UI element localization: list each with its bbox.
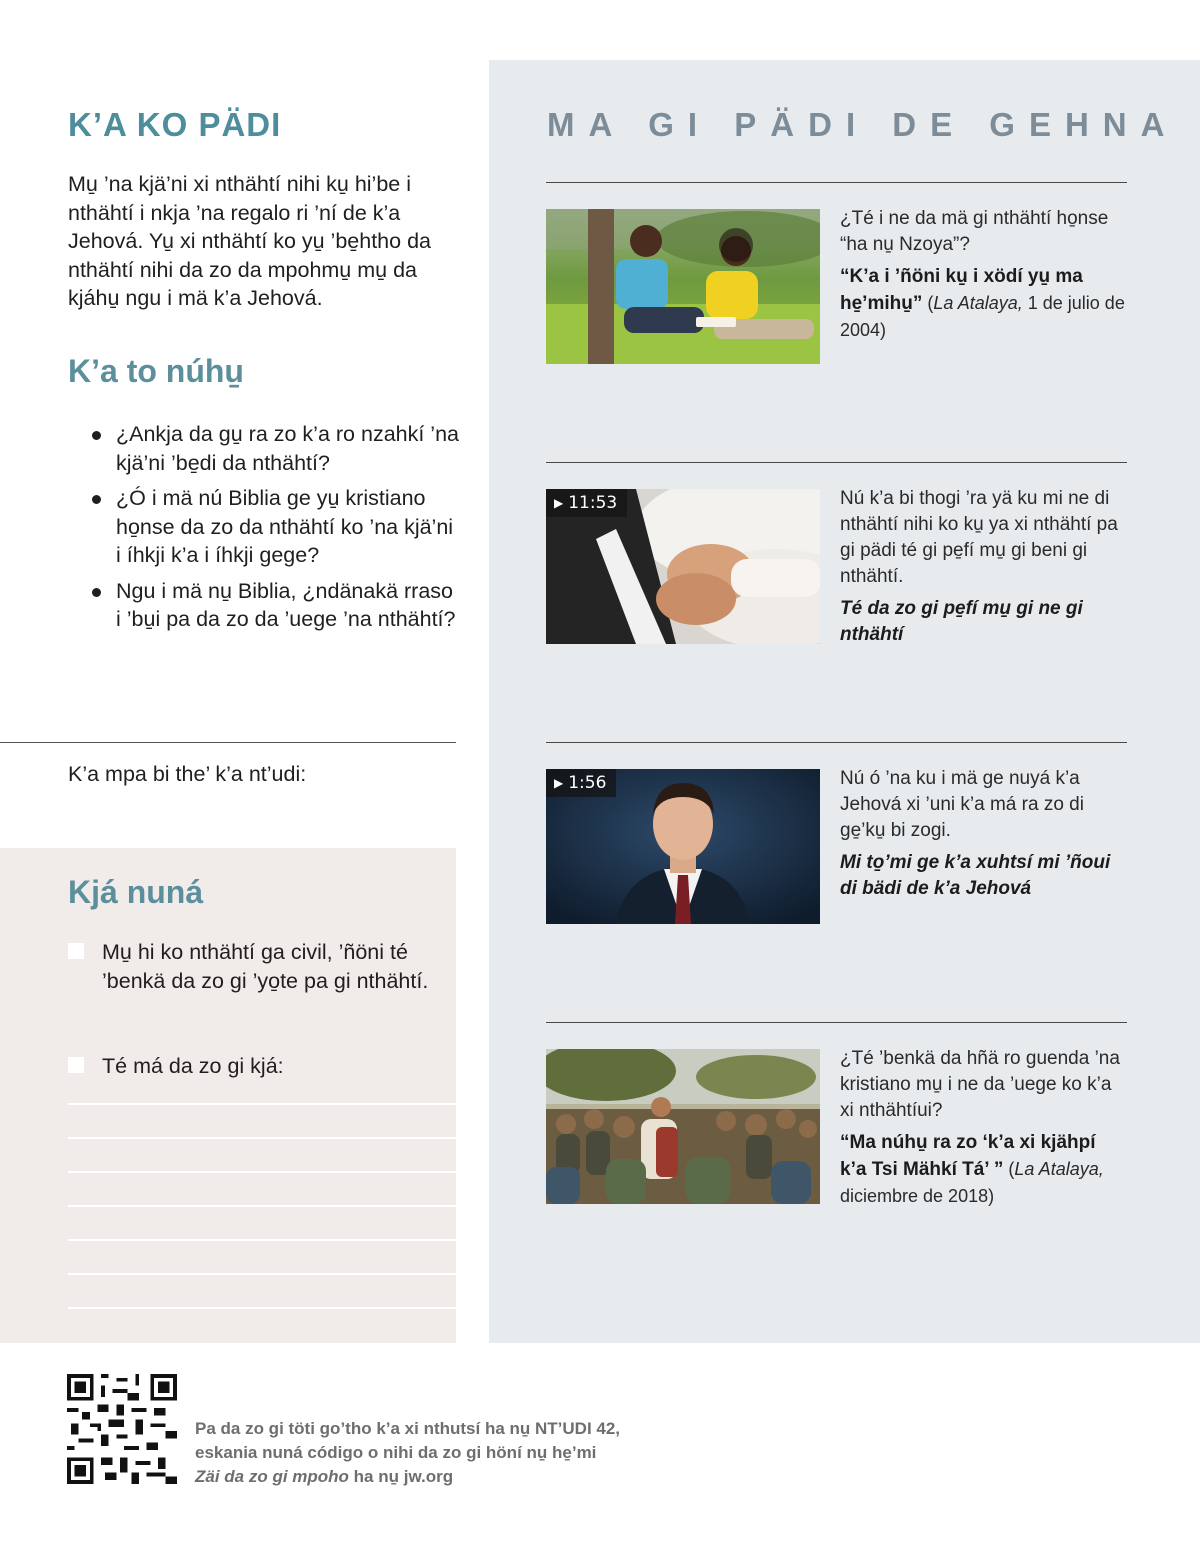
explore-title: MA GI PÄDI DE GEHNA (547, 106, 1179, 143)
publication-name: La Atalaya, (933, 293, 1023, 313)
writing-line (68, 1239, 456, 1241)
resource-item (840, 766, 1125, 902)
resource-item (840, 206, 1125, 344)
resource-question: Nú k’a bi thogi ’ra yä ku mi ne di nthähtí nihi ko ku̱ ya xi nthähtí pa gi pädi té gi pe̱fí mu̱ gi beni gi nthähtí. (840, 488, 1118, 587)
section-divider (0, 742, 456, 743)
goal-checkbox[interactable] (68, 943, 84, 959)
resource-reference[interactable] (840, 850, 1125, 902)
qr-code-icon[interactable] (67, 1374, 177, 1484)
article-title-link[interactable]: “K’a i ’ñöni ku̱ i xödí yu̱ ma he̱’mihu̱” (840, 266, 1083, 314)
video-duration-badge: ▶ 1:56 (546, 769, 616, 797)
item-divider (546, 1022, 1127, 1023)
summary-title: K’A KO PÄDI (68, 106, 282, 143)
play-icon: ▶ (554, 496, 564, 510)
item-divider (546, 462, 1127, 463)
item-divider (546, 182, 1127, 183)
goal-item (68, 1052, 438, 1081)
publication-date: 1 de julio de 2004) (840, 293, 1125, 340)
goals-panel (0, 848, 456, 1343)
footer-note: Pa da zo gi töti go’tho k’a xi nthutsí ha nu̱ NT’UDI 42, eskania nuná código o nihi da zo gi höní nu̱ he̱’mi Zäi da zo gi mpoho ha nu̱ jw.org (195, 1419, 621, 1486)
holding-hands-photo[interactable] (546, 489, 820, 644)
resource-reference[interactable]: “K’a i ’ñöni ku̱ i xödí yu̱ ma he̱’mihu̱” (La Atalaya, 1 de julio de 2004) (840, 266, 1125, 340)
review-question: Ngu i mä nu̱ Biblia, ¿ndänakä rraso i ’bu̱i pa da zo da ’uege ’na nthähtí? (90, 577, 460, 634)
publication-date: diciembre de 2018) (840, 1186, 995, 1206)
crowd-painting[interactable] (546, 1049, 820, 1204)
video-title-link[interactable]: Té da zo gi pe̱fí mu̱ gi ne gi nthähtí (840, 598, 1083, 645)
review-questions (90, 420, 460, 641)
goal-text: Mu̱ hi ko nthähtí ga civil, ’ñöni té ’benkä da zo gi ’yo̱te pa gi nthähtí. (102, 940, 429, 993)
resource-question: ¿Té i ne da mä gi nthähtí ho̱nse “ha nu̱ Nzoya”? (840, 208, 1109, 255)
item-divider (546, 742, 1127, 743)
goals-title: Kjá nuná (68, 874, 204, 910)
man-portrait-photo[interactable] (546, 769, 820, 924)
writing-line (68, 1137, 456, 1139)
video-duration-badge: ▶ 11:53 (546, 489, 627, 517)
summary-text: Mu̱ ’na kjä’ni xi nthähtí nihi ku̱ hi’be i nthähtí i nkja ’na regalo ri ’ní de k’a Jehová. Yu̱ xi nthähtí ko yu̱ ’be̱htho da nthähtí nihi da zo da mpohmu̱ mu̱ da kjáhu̱ ngu i mä k’a Jehová. (68, 172, 431, 310)
goal-text: Té má da zo gi kjá: (102, 1054, 284, 1078)
writing-line (68, 1273, 456, 1275)
resource-reference[interactable] (840, 596, 1125, 648)
review-question: ¿Ó i mä nú Biblia ge yu̱ kristiano ho̱nse da zo da nthähtí ko ’na kjä’ni i íhkji k’a i íhkji gege? (90, 484, 460, 570)
writing-line (68, 1205, 456, 1207)
writing-line (68, 1171, 456, 1173)
review-title: K’a to núhu̱ (68, 353, 244, 389)
review-question: ¿Ankja da gu̱ ra zo k’a ro nzahkí ’na kjä’ni ’be̱di da nthähtí? (90, 420, 460, 477)
article-title-link[interactable]: “Ma núhu̱ ra zo ‘k’a xi kjähpí k’a Tsi Mähkí Tá’ ” (840, 1132, 1096, 1180)
publication-name: La Atalaya, (1014, 1159, 1104, 1179)
play-icon: ▶ (554, 776, 564, 790)
resource-reference[interactable]: “Ma núhu̱ ra zo ‘k’a xi kjähpí k’a Tsi Mähkí Tá’ ” (La Atalaya, diciembre de 2018) (840, 1132, 1104, 1206)
date-completed-label: K’a mpa bi the’ k’a nt’udi: (68, 762, 307, 786)
resource-question: Nú ó ’na ku i mä ge nuyá k’a Jehová xi ’uni k’a má ra zo di ge̱’ku̱ bi zogi. (840, 768, 1084, 841)
couple-under-tree-photo[interactable] (546, 209, 820, 364)
writing-line (68, 1307, 456, 1309)
writing-line (68, 1103, 456, 1105)
resource-item (840, 486, 1125, 648)
goal-checkbox[interactable] (68, 1057, 84, 1073)
resource-item (840, 1046, 1125, 1210)
goal-item (68, 938, 438, 995)
resource-question: ¿Té ’benkä da hñä ro guenda ’na kristiano mu̱ i ne da ’uege ko k’a xi nthähtíui? (840, 1048, 1120, 1121)
explore-panel (489, 60, 1200, 1343)
video-title-link[interactable]: Mi to̱’mi ge k’a xuhtsí mi ’ñoui di bädi de k’a Jehová (840, 852, 1111, 899)
